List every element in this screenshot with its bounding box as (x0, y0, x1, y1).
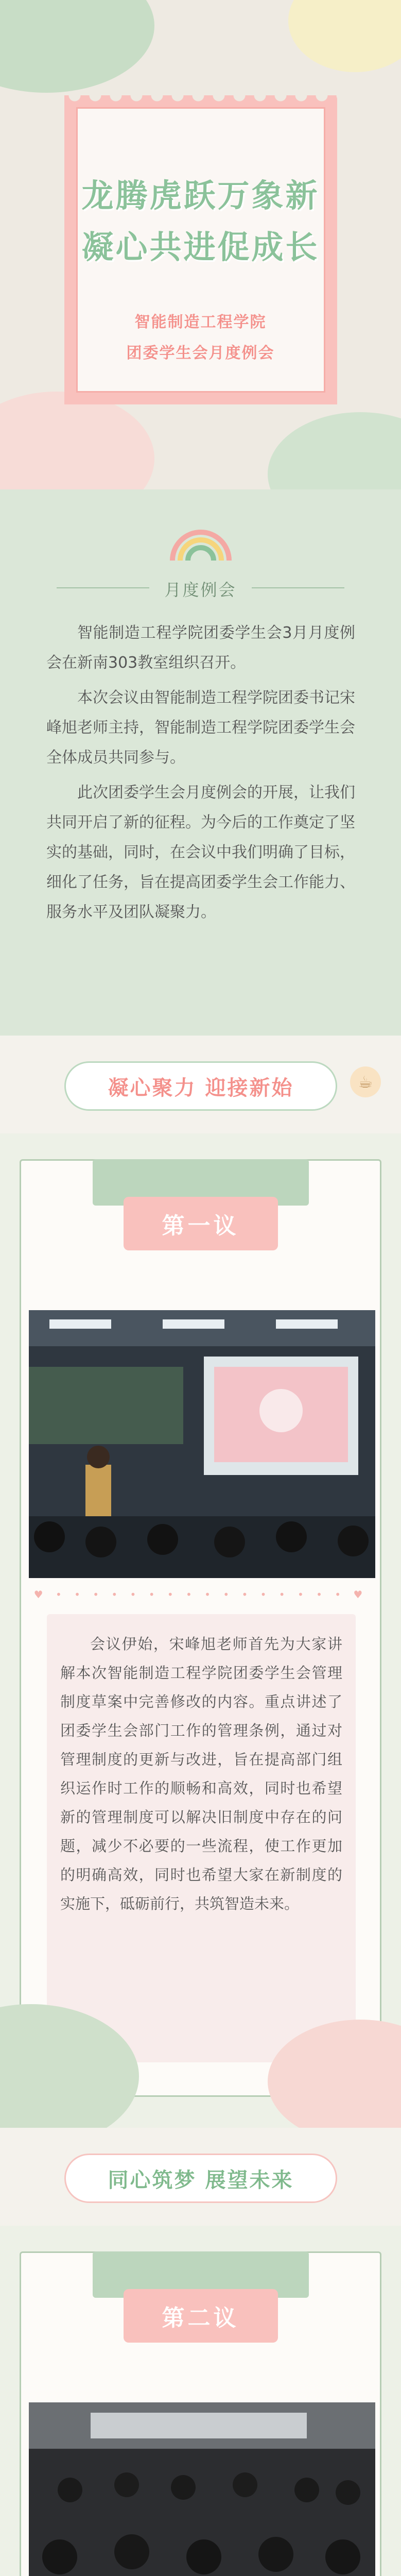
section1-card (20, 1159, 381, 2097)
section2-card (20, 2251, 381, 2576)
meeting-photo-2 (29, 2402, 375, 2576)
pill-strip-1 (0, 1036, 401, 1133)
audience-photo (29, 2402, 375, 2576)
intro-paragraph: 智能制造工程学院团委学生会3月月度例会在新南303教室组织召开。 (46, 624, 355, 672)
hero-title-line1: 龙腾虎跃万象新 (81, 177, 320, 214)
hero-banner (0, 0, 401, 489)
decor-blob-yellow (288, 0, 401, 72)
section2-pill-heading: 同心筑梦 展望未来 (64, 2154, 337, 2203)
section1-tab: 第一议 (124, 1197, 278, 1250)
rainbow-icon (167, 520, 234, 562)
hero-title-line2: 凝心共进促成长 (81, 228, 320, 266)
section2-tab: 第二议 (124, 2289, 278, 2343)
section1-pill-heading: 凝心聚力 迎接新始 (64, 1061, 337, 1111)
meeting-photo-1 (29, 1310, 375, 1578)
tea-cup-icon: ☕ (350, 1066, 381, 1097)
section2-card-area (0, 2226, 401, 2576)
decor-blob-pink (0, 392, 154, 489)
section1-text-box (47, 1614, 356, 2062)
hero-subtitle-line1: 智能制造工程学院 (134, 313, 267, 331)
dots-divider: ♥ • • • • • • • • • • • • • • • • ♥ (33, 1588, 368, 1601)
intro-text (46, 618, 355, 933)
intro-paragraph: 此次团委学生会月度例会的开展，让我们共同开启了新的征程。为今后的工作奠定了坚实的基础，同时，在会议中我们明确了目标，细化了任务，旨在提高团委学生会工作能力、服务水平及团队凝聚力。 (46, 784, 355, 921)
section1-card-area (0, 1133, 401, 2128)
decor-blob-green (0, 0, 154, 93)
intro-section (0, 489, 401, 1036)
section1-paragraph: 会议伊始，宋峰旭老师首先为大家讲解本次智能制造工程学院团委学生会管理制度草案中完善修改的内容。重点讲述了团委学生会部门工作的管理条例，通过对管理制度的更新与改进，旨在提高部门组织运作时工作的顺畅和高效，同时也希望新的管理制度可以解决旧制度中存在的问题，减少不必要的一些流程，使工作更加的明确高效，同时也希望大家在新制度的实施下，砥砺前行，共筑智造未来。 (60, 1635, 342, 1912)
decor-blob-mint (268, 412, 401, 489)
hero-subtitle-line2: 团委学生会月度例会 (126, 344, 275, 362)
pill-strip-2 (0, 2128, 401, 2226)
intro-paragraph: 本次会议由智能制造工程学院团委书记宋峰旭老师主持，智能制造工程学院团委学生会全体成员共同参与。 (46, 689, 355, 767)
classroom-photo (29, 1310, 375, 1578)
meeting-label: 月度例会 (164, 580, 237, 600)
